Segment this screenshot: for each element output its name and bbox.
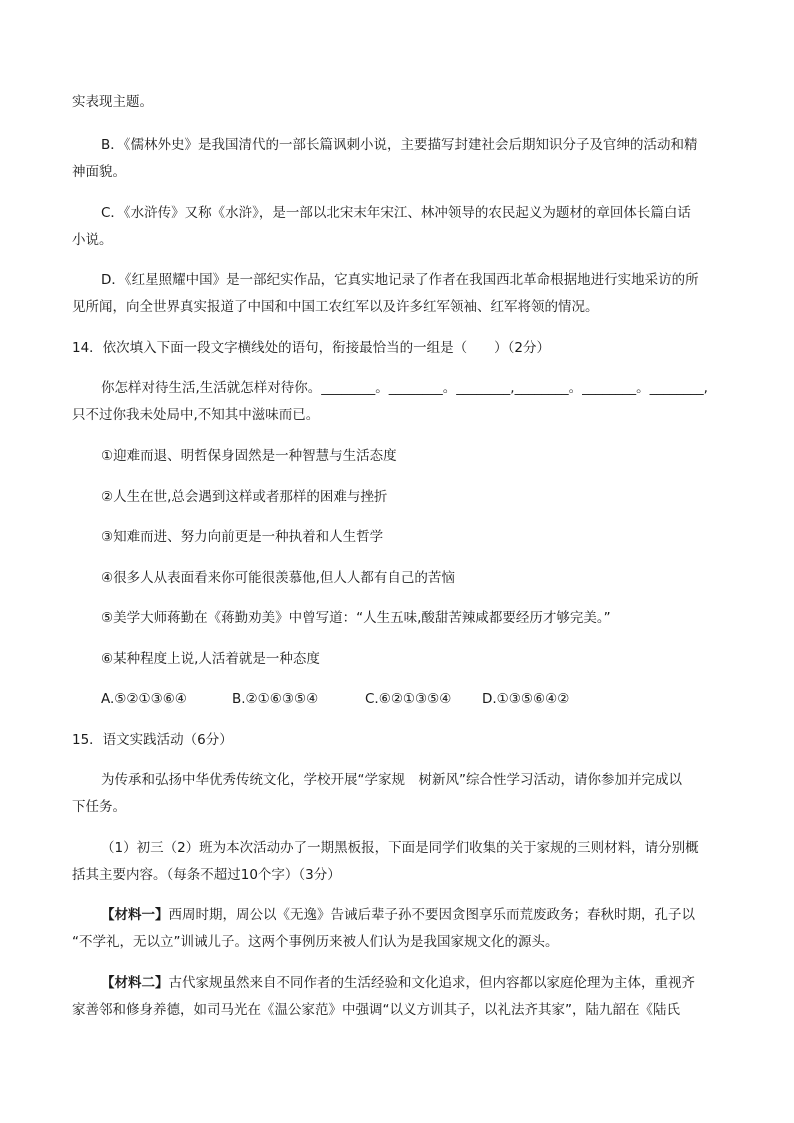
material-2-text: 古代家规虽然来自不同作者的生活经验和文化追求，但内容都以家庭伦理为主体，重视齐 [168,975,695,991]
material-1-line-1 [101,905,695,925]
sentence-2: ②人生在世,总会遇到这样或者那样的困难与挫折 [101,489,388,505]
material-1-tag: 【材料一】 [101,907,169,923]
question-15-title: 15．语文实践活动（6分） [72,732,233,748]
material-1-text: 西周时期，周公以《无逸》告诫后辈子孙不要因贪图享乐而荒废政务；春秋时期，孔子以 [168,907,695,923]
question-14-title: 14．依次填入下面一段文字横线处的语句，衔接最恰当的一组是（ ）（2分） [72,340,551,356]
sentence-5: ⑤美学大师蒋勤在《蒋勤劝美》中曾写道：“人生五味,酸甜苦辣咸都要经历才够完美。” [101,610,611,626]
option-c-line-2: 小说。 [72,232,113,248]
material-1-line-2: “不学礼，无以立”训诫儿子。这两个事例历来被人们认为是我国家规文化的源头。 [72,934,559,950]
material-2-tag: 【材料二】 [101,975,169,991]
question-15-intro-line-1: 为传承和弘扬中华优秀传统文化，学校开展“学家规 树新风”综合性学习活动，请你参加并完成以 [101,772,682,788]
question-14-options [101,689,569,709]
option-a: A.⑤②①③⑥④ [101,691,187,707]
option-d: D.①③⑤⑥④② [482,691,570,707]
option-c: C.⑥②①③⑤④ [365,691,452,707]
option-b: B.②①⑥③⑤④ [232,691,319,707]
option-d-line-1: D．《红星照耀中国》是一部纪实作品，它真实地记录了作者在我国西北革命根据地进行实地采访的所 [101,272,699,288]
material-2-line-2: 家善邻和修身养德，如司马光在《温公家范》中强调“以义方训其子，以礼法齐其家”，陆九韶在《陆氏 [72,1002,680,1018]
question-14-passage-line-1: 你怎样对待生活,生活就怎样对待你。________。________。________,________。________。________, [101,380,708,396]
question-15-intro-line-2: 下任务。 [72,799,126,815]
question-14-passage-line-2: 只不过你我未处局中,不知其中滋味而已。 [72,407,320,423]
option-b-line-2: 神面貌。 [72,164,126,180]
sentence-6: ⑥某种程度上说,人活着就是一种态度 [101,651,320,667]
sentence-1: ①迎难而退、明哲保身固然是一种智慧与生活态度 [101,448,397,464]
text-line: 实表现主题。 [72,94,153,110]
option-d-line-2: 见所闻，向全世界真实报道了中国和中国工农红军以及许多红军领袖、红军将领的情况。 [72,299,599,315]
sentence-3: ③知难而进、努力向前更是一种执着和人生哲学 [101,529,384,545]
option-b-line-1: B．《儒林外史》是我国清代的一部长篇讽刺小说，主要描写封建社会后期知识分子及官绅的活动和精 [101,137,698,153]
sub-question-1-line-1: （1）初三（2）班为本次活动办了一期黑板报，下面是同学们收集的关于家规的三则材料，请分别概 [101,840,699,856]
material-2-line-1 [101,973,695,993]
sub-question-1-line-2: 括其主要内容。（每条不超过10个字）（3分） [72,867,341,883]
sentence-4: ④很多人从表面看来你可能很羡慕他,但人人都有自己的苦恼 [101,570,455,586]
option-c-line-1: C．《水浒传》又称《水浒》，是一部以北宋末年宋江、林冲领导的农民起义为题材的章回体长篇白话 [101,205,691,221]
